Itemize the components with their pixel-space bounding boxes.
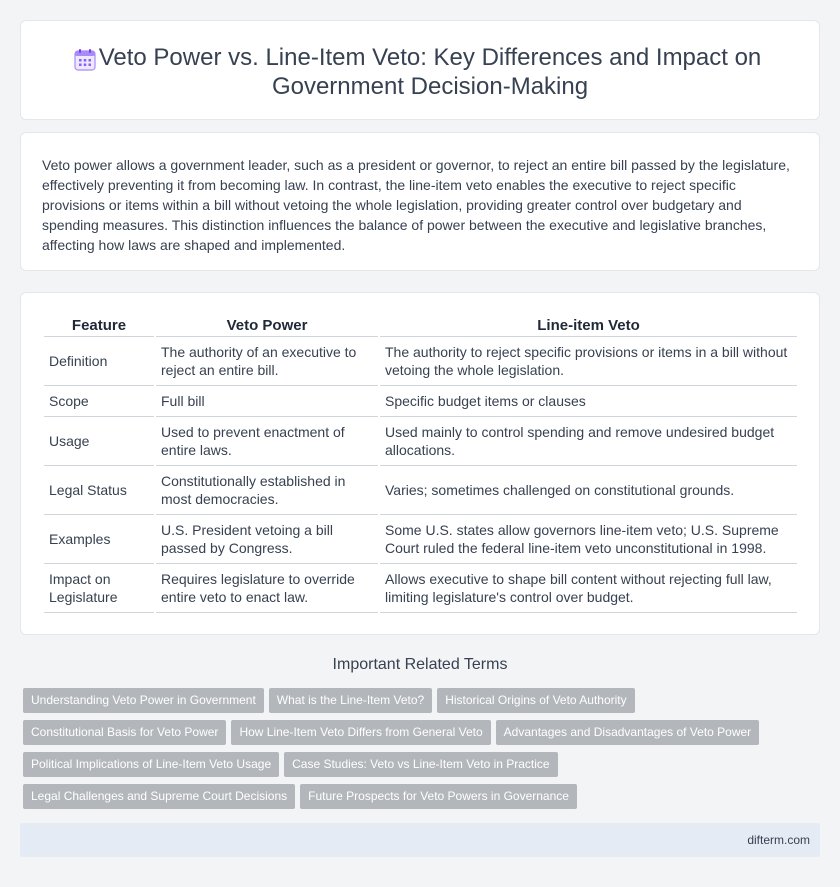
table-cell: Usage — [44, 417, 154, 466]
column-header-line-item-veto: Line-item Veto — [380, 315, 797, 337]
intro-paragraph: Veto power allows a government leader, such as a president or governor, to reject an entire bill passed by the legislature, effectively preventing it from becoming law. In contrast, the line-item veto enables the executive to reject specific provisions or items within a bill without vetoing the whole legislation, providing greater control over budgetary and spending measures. This distinction influences the balance of power between the executive and legislative branches, affecting how laws are shaped and implemented. — [42, 157, 790, 253]
table-cell: Used to prevent enactment of entire laws. — [156, 417, 378, 466]
table-cell: Legal Status — [44, 466, 154, 515]
related-term-tag[interactable]: What is the Line-Item Veto? — [269, 688, 432, 713]
comparison-table — [42, 315, 799, 613]
related-term-tag[interactable]: Legal Challenges and Supreme Court Decisions — [23, 784, 295, 809]
footer — [20, 823, 820, 857]
table-row — [44, 386, 797, 417]
related-term-tag[interactable]: Understanding Veto Power in Government — [23, 688, 264, 713]
related-term-tag[interactable]: Political Implications of Line-Item Veto Usage — [23, 752, 279, 777]
tag-row — [23, 720, 803, 752]
column-header-veto-power: Veto Power — [156, 315, 378, 337]
table-cell: Allows executive to shape bill content without rejecting full law, limiting legislature's control over budget. — [380, 564, 797, 613]
table-cell: Definition — [44, 337, 154, 386]
table-row — [44, 417, 797, 466]
column-header-feature: Feature — [44, 315, 154, 337]
table-header-row — [44, 315, 797, 337]
table-cell: Examples — [44, 515, 154, 564]
comparison-card — [20, 292, 820, 635]
related-term-tag[interactable]: How Line-Item Veto Differs from General Veto — [231, 720, 490, 745]
related-term-tag[interactable]: Case Studies: Veto vs Line-Item Veto in Practice — [284, 752, 557, 777]
table-cell: Used mainly to control spending and remove undesired budget allocations. — [380, 417, 797, 466]
table-row — [44, 515, 797, 564]
table-cell: Scope — [44, 386, 154, 417]
related-terms-title: Important Related Terms — [332, 656, 508, 673]
page-title-line-1: Veto Power vs. Line-Item Veto: Key Differences and Impact on — [98, 44, 762, 71]
table-cell: Some U.S. states allow governors line-item veto; U.S. Supreme Court ruled the federal line-item veto unconstitutional in 1998. — [380, 515, 797, 564]
related-term-tag[interactable]: Future Prospects for Veto Powers in Governance — [300, 784, 577, 809]
page-title-line-2: Government Decision-Making — [271, 73, 589, 100]
intro-card — [20, 132, 820, 271]
table-cell: The authority of an executive to reject an entire bill. — [156, 337, 378, 386]
related-term-tag[interactable]: Historical Origins of Veto Authority — [437, 688, 634, 713]
table-cell: U.S. President vetoing a bill passed by Congress. — [156, 515, 378, 564]
table-cell: The authority to reject specific provisions or items in a bill without vetoing the whole legislation. — [380, 337, 797, 386]
footer-site-link[interactable]: difterm.com — [747, 833, 810, 847]
table-cell: Requires legislature to override entire veto to enact law. — [156, 564, 378, 613]
header-card — [20, 20, 820, 120]
tag-row — [23, 752, 803, 784]
table-row — [44, 466, 797, 515]
table-row — [44, 337, 797, 386]
table-row — [44, 564, 797, 613]
table-cell: Specific budget items or clauses — [380, 386, 797, 417]
table-cell: Constitutionally established in most democracies. — [156, 466, 378, 515]
related-term-tag[interactable]: Constitutional Basis for Veto Power — [23, 720, 226, 745]
tag-row — [23, 784, 803, 816]
table-cell: Varies; sometimes challenged on constitutional grounds. — [380, 466, 797, 515]
table-cell: Full bill — [156, 386, 378, 417]
tag-row — [23, 688, 803, 720]
table-cell: Impact on Legislature — [44, 564, 154, 613]
page-title — [81, 43, 779, 101]
related-terms-list — [23, 688, 803, 816]
related-term-tag[interactable]: Advantages and Disadvantages of Veto Power — [496, 720, 760, 745]
